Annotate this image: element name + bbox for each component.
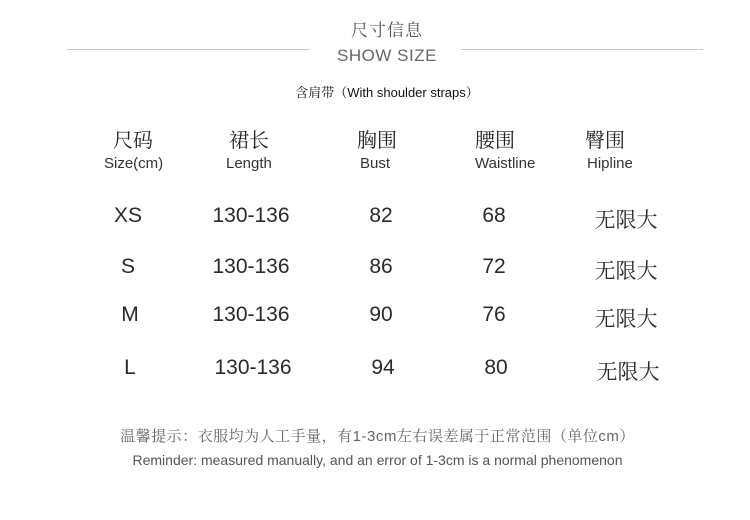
column-header-size-cn: 尺码: [113, 130, 153, 152]
table-cell-hip: 无限大: [594, 308, 658, 331]
column-header-size-en: Size(cm): [104, 155, 164, 172]
column-header-length-en: Length: [226, 155, 272, 172]
reminder-cn: 温馨提示：衣服均为人工手量，有1-3cm左右误差属于正常范围（单位cm）: [120, 428, 635, 445]
table-cell-size: XS: [113, 204, 143, 227]
page-title-en: SHOW SIZE: [337, 46, 437, 65]
table-cell-hip: 无限大: [594, 260, 658, 283]
table-cell-bust: 86: [369, 255, 393, 278]
table-cell-length: 130-136: [212, 204, 290, 227]
table-cell-waist: 68: [482, 204, 506, 227]
shoulder-strap-note: 含肩带（With shoulder straps）: [295, 85, 479, 100]
table-cell-waist: 80: [484, 356, 508, 379]
table-cell-bust: 82: [369, 204, 393, 227]
divider-right: [461, 49, 703, 50]
table-cell-bust: 94: [371, 356, 395, 379]
reminder-en: Reminder: measured manually, and an error of 1-3cm is a normal phenomenon: [132, 452, 623, 468]
table-cell-length: 130-136: [212, 303, 290, 326]
table-cell-waist: 72: [482, 255, 506, 278]
column-header-waist-cn: 腰围: [475, 130, 515, 152]
column-header-hip-en: Hipline: [587, 155, 633, 172]
column-header-bust-en: Bust: [360, 155, 391, 172]
table-cell-size: M: [121, 303, 139, 326]
table-cell-bust: 90: [369, 303, 393, 326]
column-header-length-cn: 裙长: [229, 130, 269, 152]
table-cell-waist: 76: [482, 303, 506, 326]
column-header-bust-cn: 胸围: [357, 130, 397, 152]
table-cell-length: 130-136: [214, 356, 292, 379]
page-title-cn: 尺寸信息: [351, 21, 423, 40]
table-cell-size: S: [120, 255, 136, 278]
table-cell-length: 130-136: [212, 255, 290, 278]
table-cell-size: L: [124, 356, 136, 379]
column-header-hip-cn: 臀围: [585, 130, 625, 152]
table-cell-hip: 无限大: [596, 361, 660, 384]
column-header-waist-en: Waistline: [475, 155, 536, 172]
table-cell-hip: 无限大: [594, 209, 658, 232]
